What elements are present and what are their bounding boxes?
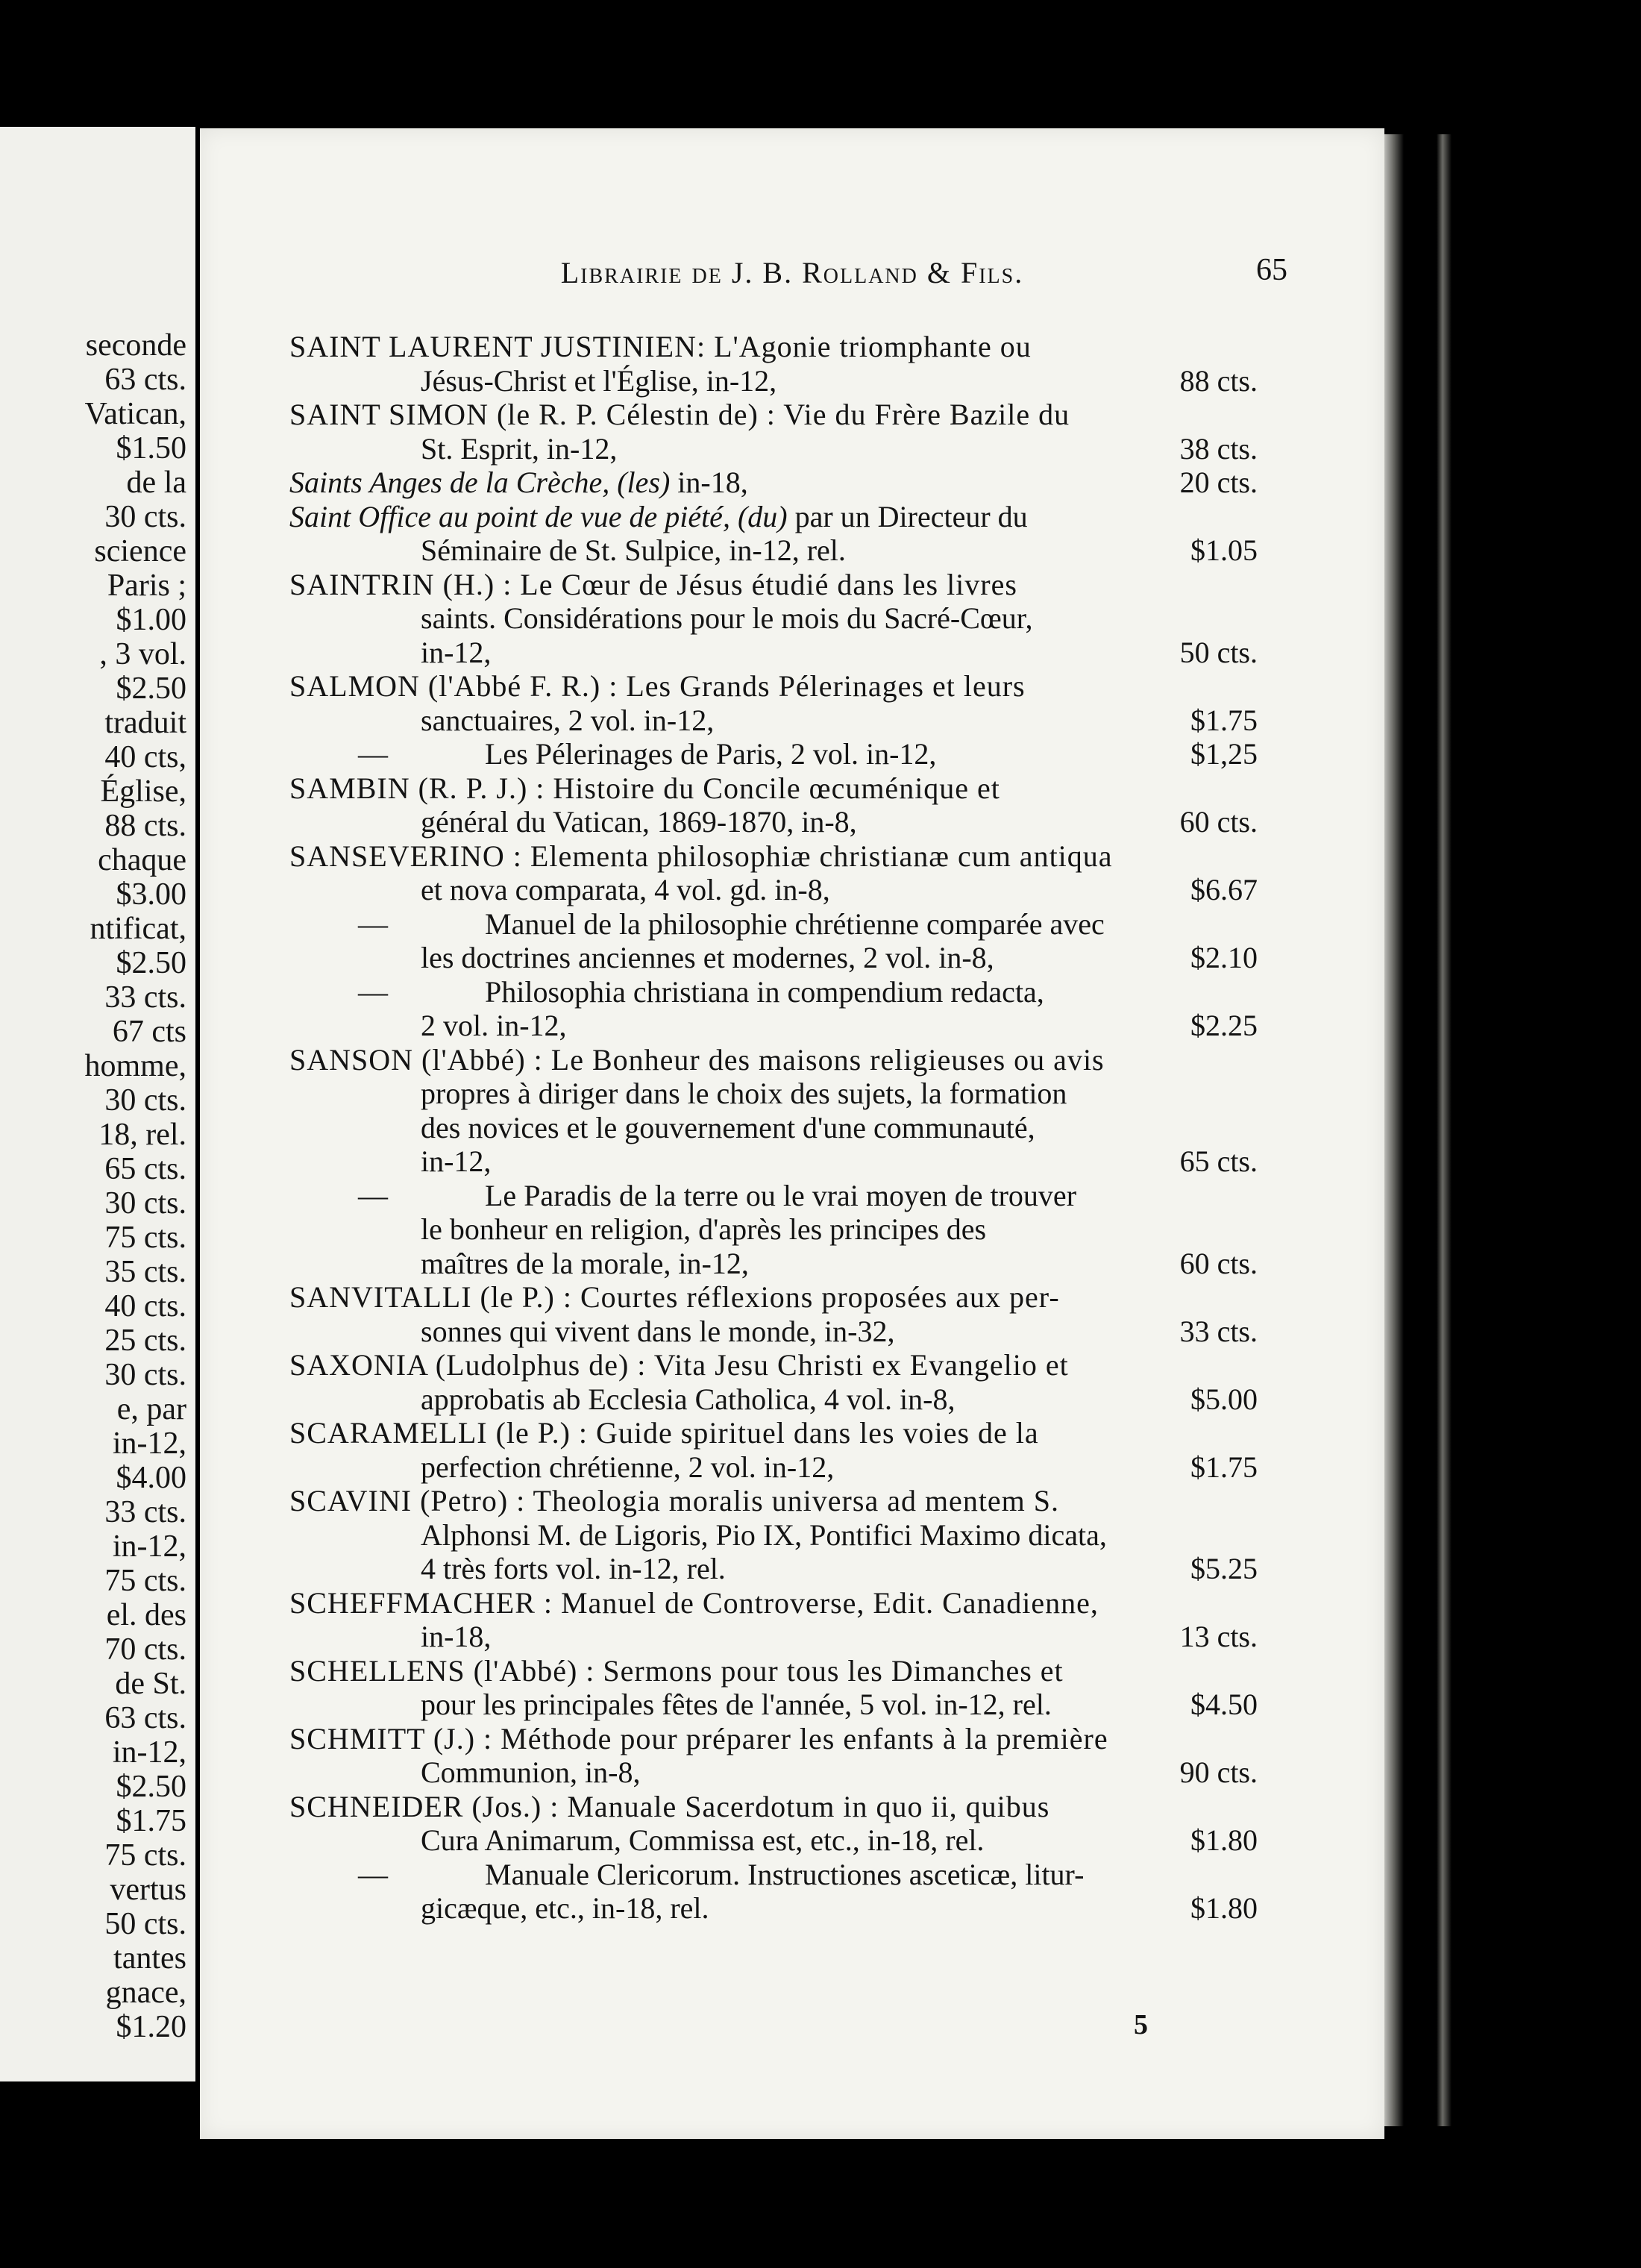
entry-heading: SCHNEIDER (Jos.) : Manuale Sacerdotum in quo ii, quibus	[289, 1789, 1050, 1823]
entry-line	[289, 330, 1258, 364]
left-page-text	[0, 328, 186, 2044]
entry-continuation: gicæque, etc., in-18, rel.	[421, 1891, 709, 1925]
left-page-line: Paris ;	[107, 568, 186, 603]
entry-line	[289, 1247, 1258, 1281]
entry-continuation: 4 très forts vol. in-12, rel.	[421, 1552, 726, 1585]
entry-continuation: Alphonsi M. de Ligoris, Pio IX, Pontifici Maximo dicata,	[421, 1517, 1107, 1552]
left-page-line: gnace,	[105, 1976, 186, 2010]
left-page-fragment	[0, 127, 195, 2081]
entry-text: Philosophia christiana in compendium redacta,	[485, 974, 1044, 1009]
entry-line	[289, 1552, 1258, 1586]
left-page-line: ntificat,	[90, 912, 186, 946]
catalogue-entry	[289, 1043, 1258, 1179]
left-page-line: 33 cts.	[104, 1495, 186, 1529]
left-page-line: $1.50	[116, 431, 186, 466]
entry-continuation: in-12,	[421, 1144, 492, 1178]
entry-continuation: pour les principales fêtes de l'année, 5 vol. in-12, rel.	[421, 1688, 1052, 1721]
entry-line	[289, 1111, 1258, 1145]
catalogue-entry	[289, 466, 1258, 500]
left-page-line: 30 cts.	[104, 1083, 186, 1118]
left-page-line: Vatican,	[84, 397, 186, 431]
entry-line	[289, 1348, 1258, 1382]
entry-first-line	[358, 975, 1044, 1009]
left-page-line: $2.50	[116, 671, 186, 706]
entry-line	[289, 1484, 1258, 1518]
left-page-line: 75 cts.	[104, 1221, 186, 1255]
entry-price: 38 cts.	[1179, 431, 1258, 466]
entry-line	[289, 1179, 1258, 1213]
entry-line	[289, 533, 1258, 568]
left-page-line: 30 cts.	[104, 1358, 186, 1392]
page-edge-shadow	[1384, 134, 1466, 2126]
entry-continuation: Cura Animarum, Commissa est, etc., in-18, rel.	[421, 1823, 985, 1857]
entry-line	[289, 1416, 1258, 1450]
catalogue-entry	[289, 1348, 1258, 1416]
entry-continuation: les doctrines anciennes et modernes, 2 vol. in-8,	[421, 941, 994, 974]
entry-heading: SAINT LAURENT JUSTINIEN: L'Agonie triomphante ou	[289, 330, 1032, 363]
entry-line	[289, 1654, 1258, 1688]
entry-price: $4.50	[1190, 1688, 1258, 1721]
running-head-first: Librairie de	[560, 256, 723, 289]
entry-price: $1,25	[1190, 737, 1258, 771]
left-page-line: 88 cts.	[104, 809, 186, 843]
catalogue-entry	[289, 1179, 1258, 1281]
entry-price: 13 cts.	[1179, 1620, 1258, 1653]
catalogue-entry	[289, 669, 1258, 737]
entry-line	[289, 1315, 1258, 1349]
entry-line	[289, 873, 1258, 907]
entry-line	[289, 1009, 1258, 1043]
entry-continuation: et nova comparata, 4 vol. gd. in-8,	[421, 873, 830, 906]
entry-line	[289, 1620, 1258, 1654]
catalogue-entry	[289, 1586, 1258, 1654]
left-page-line: homme,	[84, 1049, 186, 1083]
catalogue-entries	[289, 330, 1258, 1926]
entry-heading: SANVITALLI (le P.) : Courtes réflexions proposées aux per-	[289, 1280, 1060, 1314]
entry-heading: SAXONIA (Ludolphus de) : Vita Jesu Christi ex Evangelio et	[289, 1348, 1069, 1382]
left-page-line: 70 cts.	[104, 1632, 186, 1667]
entry-continuation: in-12,	[421, 635, 492, 669]
entry-line	[289, 1518, 1258, 1553]
entry-line	[289, 737, 1258, 771]
left-page-line: chaque	[98, 843, 186, 877]
left-page-line: 40 cts,	[104, 740, 186, 774]
catalogue-page	[200, 128, 1384, 2139]
left-page-line: de St.	[115, 1667, 186, 1701]
entry-heading: SAINTRIN (H.) : Le Cœur de Jésus étudié dans les livres	[289, 567, 1017, 601]
left-page-line: $1.20	[116, 2010, 186, 2044]
entry-line	[289, 771, 1258, 806]
entry-line	[289, 1144, 1258, 1179]
entry-heading: SCHELLENS (l'Abbé) : Sermons pour tous les Dimanches et	[289, 1653, 1064, 1688]
entry-price: 65 cts.	[1179, 1144, 1258, 1178]
entry-continuation: perfection chrétienne, 2 vol. in-12,	[421, 1450, 835, 1484]
entry-line	[289, 1077, 1258, 1111]
entry-line	[289, 1382, 1258, 1417]
left-page-line: 18, rel.	[98, 1118, 186, 1152]
entry-heading: SALMON (l'Abbé F. R.) : Les Grands Pélerinages et leurs	[289, 669, 1026, 703]
left-page-line: in-12,	[112, 1735, 186, 1770]
entry-first-line	[289, 466, 748, 500]
catalogue-entry	[289, 1654, 1258, 1722]
entry-price: $1.75	[1190, 703, 1258, 737]
entry-text: Les Pélerinages de Paris, 2 vol. in-12,	[485, 737, 937, 771]
entry-continuation: le bonheur en religion, d'après les principes des	[421, 1212, 987, 1246]
left-page-line: science	[94, 534, 186, 568]
catalogue-entry	[289, 975, 1258, 1043]
left-page-line: $2.50	[116, 946, 186, 980]
catalogue-entry	[289, 1722, 1258, 1790]
running-head	[200, 255, 1384, 290]
entry-first-line	[358, 1179, 1076, 1213]
catalogue-entry	[289, 1790, 1258, 1858]
entry-line	[289, 1212, 1258, 1247]
catalogue-entry	[289, 907, 1258, 975]
left-page-line: in-12,	[112, 1529, 186, 1564]
catalogue-entry	[289, 330, 1258, 398]
entry-title: Saint Office au point de vue de piété, (du)	[289, 499, 788, 533]
entry-price: $5.25	[1190, 1552, 1258, 1585]
left-page-line: 30 cts.	[104, 1186, 186, 1221]
left-page-line: de la	[126, 466, 186, 500]
left-page-line: 35 cts.	[104, 1255, 186, 1289]
entry-line	[289, 466, 1258, 500]
left-page-line: 40 cts.	[104, 1289, 186, 1323]
entry-continuation: Jésus-Christ et l'Église, in-12,	[421, 363, 777, 398]
left-page-line: $3.00	[116, 877, 186, 912]
left-page-line: Église,	[100, 774, 186, 809]
ditto-dash: —	[358, 1857, 388, 1891]
entry-continuation: maîtres de la morale, in-12,	[421, 1246, 749, 1280]
left-page-line: 65 cts.	[104, 1152, 186, 1186]
entry-heading: SCHEFFMACHER : Manuel de Controverse, Edit. Canadienne,	[289, 1585, 1099, 1620]
left-page-line: 30 cts.	[104, 500, 186, 534]
left-page-line: traduit	[104, 706, 186, 740]
entry-continuation: général du Vatican, 1869-1870, in-8,	[421, 805, 857, 839]
entry-line	[289, 1722, 1258, 1756]
left-page-line: 67 cts	[112, 1015, 186, 1049]
entry-continuation: sonnes qui vivent dans le monde, in-32,	[421, 1314, 895, 1348]
entry-first-line	[358, 1858, 1084, 1892]
entry-heading: SCARAMELLI (le P.) : Guide spirituel dans les voies de la	[289, 1416, 1039, 1450]
entry-line	[289, 636, 1258, 670]
entry-continuation: 2 vol. in-12,	[421, 1009, 567, 1042]
entry-continuation: Communion, in-8,	[421, 1755, 641, 1789]
entry-continuation: approbatis ab Ecclesia Catholica, 4 vol. in-8,	[421, 1382, 956, 1416]
running-head-last: Rolland & Fils.	[802, 256, 1024, 289]
entry-text: in-18,	[670, 466, 748, 499]
catalogue-entry	[289, 839, 1258, 907]
entry-first-line	[358, 737, 936, 771]
entry-price: 20 cts.	[1179, 466, 1258, 499]
entry-line	[289, 975, 1258, 1009]
entry-price: $2.10	[1190, 941, 1258, 974]
entry-price: $1.05	[1190, 533, 1258, 567]
entry-line	[289, 1858, 1258, 1892]
entry-price: 60 cts.	[1179, 1246, 1258, 1280]
entry-text: Manuel de la philosophie chrétienne comparée avec	[485, 906, 1105, 941]
left-page-line: 50 cts.	[104, 1907, 186, 1941]
running-head-mid: J. B.	[722, 256, 803, 289]
entry-price: 90 cts.	[1179, 1755, 1258, 1789]
left-page-line: el. des	[106, 1598, 186, 1632]
entry-price: $1.80	[1190, 1891, 1258, 1925]
entry-heading: SAINT SIMON (le R. P. Célestin de) : Vie du Frère Bazile du	[289, 398, 1070, 431]
ditto-dash: —	[358, 737, 388, 771]
entry-price: $6.67	[1190, 873, 1258, 906]
catalogue-entry	[289, 1280, 1258, 1348]
entry-heading: SAMBIN (R. P. J.) : Histoire du Concile œcuménique et	[289, 771, 1000, 805]
left-page-line: 33 cts.	[104, 980, 186, 1015]
entry-continuation: sanctuaires, 2 vol. in-12,	[421, 703, 715, 737]
entry-line	[289, 704, 1258, 738]
signature-mark: 5	[1134, 2009, 1148, 2040]
left-page-line: tantes	[113, 1941, 186, 1976]
entry-line	[289, 432, 1258, 466]
entry-line	[289, 568, 1258, 602]
entry-price: 33 cts.	[1179, 1314, 1258, 1348]
entry-line	[289, 839, 1258, 874]
catalogue-entry	[289, 1858, 1258, 1926]
entry-line	[289, 669, 1258, 704]
catalogue-entry	[289, 568, 1258, 670]
catalogue-entry	[289, 771, 1258, 839]
ditto-dash: —	[358, 1178, 388, 1212]
entry-price: $1.80	[1190, 1823, 1258, 1857]
ditto-dash: —	[358, 974, 388, 1009]
left-page-line: $4.00	[116, 1461, 186, 1495]
entry-line	[289, 364, 1258, 398]
left-page-line: 25 cts.	[104, 1323, 186, 1358]
entry-line	[289, 1688, 1258, 1722]
left-page-line: vertus	[110, 1873, 186, 1907]
entry-price: $5.00	[1190, 1382, 1258, 1416]
left-page-line: e, par	[116, 1392, 186, 1426]
entry-price: $1.75	[1190, 1450, 1258, 1484]
entry-continuation: saints. Considérations pour le mois du Sacré-Cœur,	[421, 601, 1033, 635]
entry-line	[289, 805, 1258, 839]
entry-first-line	[289, 500, 1028, 534]
catalogue-entry	[289, 500, 1258, 568]
entry-line	[289, 1823, 1258, 1858]
entry-text: Le Paradis de la terre ou le vrai moyen de trouver	[485, 1178, 1077, 1212]
entry-line	[289, 500, 1258, 534]
left-page-line: 63 cts.	[104, 363, 186, 397]
catalogue-entry	[289, 1484, 1258, 1586]
entry-line	[289, 1755, 1258, 1790]
left-page-line: 63 cts.	[104, 1701, 186, 1735]
left-page-line: in-12,	[112, 1426, 186, 1461]
left-page-line: seconde	[85, 328, 186, 363]
entry-line	[289, 1790, 1258, 1824]
catalogue-entry	[289, 398, 1258, 466]
left-page-line: , 3 vol.	[99, 637, 186, 671]
left-page-line: $1.00	[116, 603, 186, 637]
left-page-line: $1.75	[116, 1804, 186, 1838]
entry-line	[289, 941, 1258, 975]
entry-line	[289, 1280, 1258, 1315]
entry-price: $2.25	[1190, 1009, 1258, 1042]
entry-heading: SANSON (l'Abbé) : Le Bonheur des maisons religieuses ou avis	[289, 1042, 1105, 1077]
entry-price: 50 cts.	[1179, 635, 1258, 669]
page-number: 65	[1256, 253, 1287, 287]
left-page-line: $2.50	[116, 1770, 186, 1804]
catalogue-entry	[289, 737, 1258, 771]
entry-line	[289, 907, 1258, 942]
entry-continuation: propres à diriger dans le choix des sujets, la formation	[421, 1077, 1067, 1110]
entry-line	[289, 1450, 1258, 1485]
entry-first-line	[358, 907, 1105, 942]
entry-heading: SCAVINI (Petro) : Theologia moralis universa ad mentem S.	[289, 1484, 1060, 1517]
catalogue-entry	[289, 1416, 1258, 1484]
entry-continuation: in-18,	[421, 1620, 492, 1653]
entry-line	[289, 1586, 1258, 1620]
entry-line	[289, 398, 1258, 432]
entry-continuation: des novices et le gouvernement d'une communauté,	[421, 1110, 1035, 1144]
left-page-line: 75 cts.	[104, 1564, 186, 1598]
entry-text: par un Directeur du	[787, 499, 1028, 533]
entry-continuation: Séminaire de St. Sulpice, in-12, rel.	[421, 533, 846, 567]
entry-heading: SCHMITT (J.) : Méthode pour préparer les enfants à la première	[289, 1721, 1108, 1755]
left-page-line: 75 cts.	[104, 1838, 186, 1873]
entry-title: Saints Anges de la Crèche, (les)	[289, 466, 671, 499]
entry-line	[289, 1043, 1258, 1077]
entry-line	[289, 601, 1258, 636]
entry-price: 60 cts.	[1179, 805, 1258, 839]
entry-heading: SANSEVERINO : Elementa philosophiæ christianæ cum antiqua	[289, 839, 1113, 873]
ditto-dash: —	[358, 906, 388, 941]
entry-line	[289, 1891, 1258, 1926]
entry-text: Manuale Clericorum. Instructiones asceticæ, litur-	[485, 1857, 1085, 1891]
entry-continuation: St. Esprit, in-12,	[421, 431, 618, 466]
entry-price: 88 cts.	[1179, 363, 1258, 398]
